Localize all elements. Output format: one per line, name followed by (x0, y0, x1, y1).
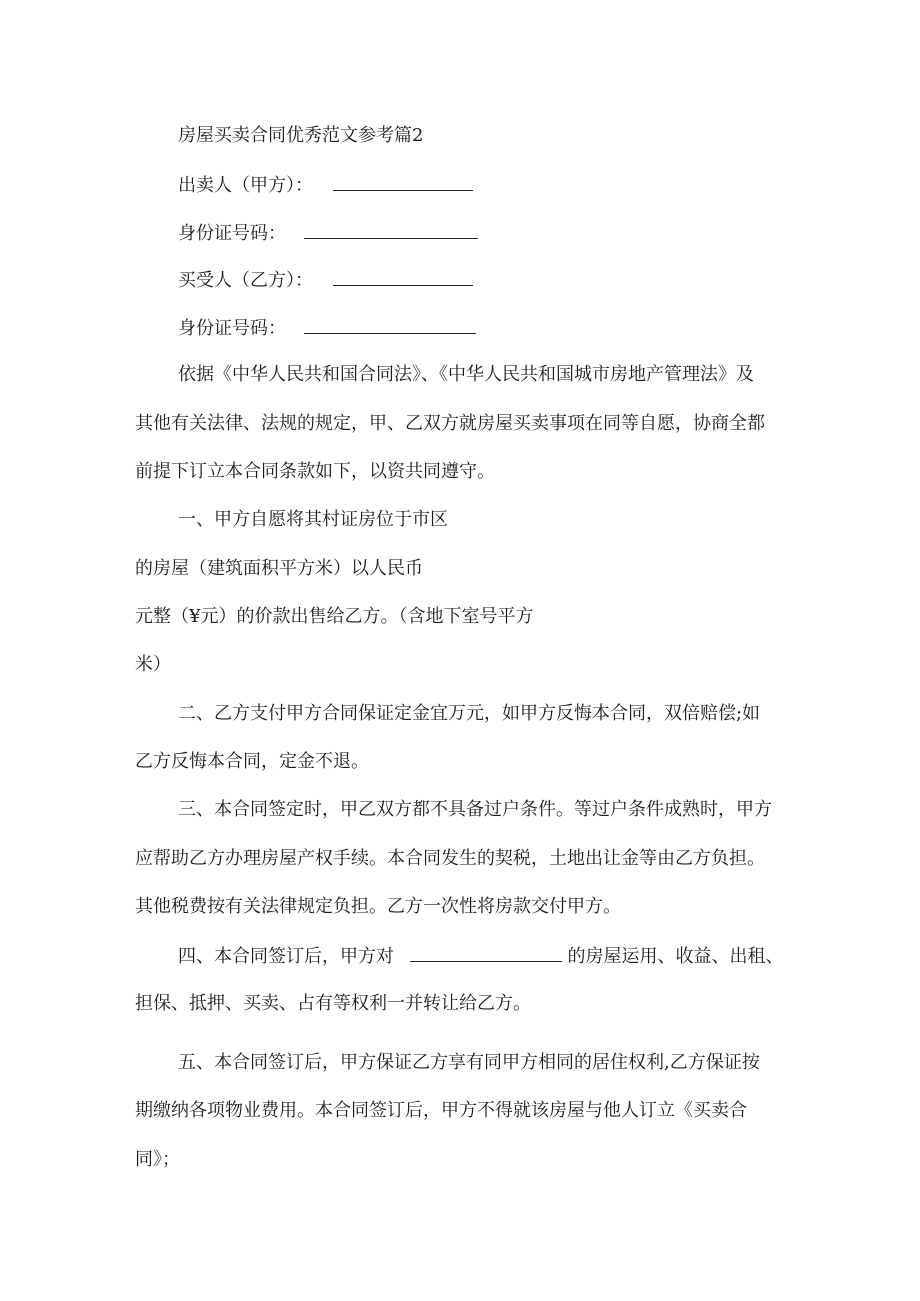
buyer-id-blank (304, 315, 476, 334)
clause-3-line: 三、本合同签定时，甲乙双方都不具备过户条件。等过户条件成熟时，甲方 (178, 799, 772, 820)
seller-label: 出卖人（甲方）： (178, 175, 313, 196)
clause-4-line: 担保、抵押、买卖、占有等权利一并转让给乙方。 (135, 993, 531, 1014)
clause-4-text-after: 的房屋运用、收益、出租、 (567, 946, 784, 967)
clause-1-line: 米） (135, 654, 171, 675)
seller-name-blank (333, 172, 473, 191)
property-address-blank (410, 943, 562, 962)
buyer-id-row (178, 315, 476, 339)
buyer-id-label: 身份证号码： (178, 318, 286, 339)
clause-2-line: 乙方反悔本合同，定金不退。 (135, 751, 369, 772)
preamble-line: 前提下订立本合同条款如下，以资共同遵守。 (135, 461, 495, 482)
preamble-line: 其他有关法律、法规的规定，甲、乙双方就房屋买卖事项在同等自愿，协商全都 (135, 413, 765, 434)
preamble-line: 依据《中华人民共和国合同法》、《中华人民共和国城市房地产管理法》及 (178, 364, 754, 385)
clause-1-line: 元整（¥元）的价款出售给乙方。（含地下室号平方 (135, 606, 534, 627)
clause-5-line: 期缴纳各项物业费用。本合同签订后，甲方不得就该房屋与他人订立《买卖合 (135, 1100, 747, 1121)
buyer-name-blank (333, 267, 473, 286)
buyer-label: 买受人（乙方）： (178, 270, 313, 291)
seller-id-blank (304, 220, 478, 239)
clause-5-line: 五、本合同签订后，甲方保证乙方享有同甲方相同的居住权利,乙方保证按 (178, 1052, 760, 1073)
seller-id-row (178, 220, 478, 244)
clause-1-line: 一、甲方自愿将其村证房位于市区 (178, 509, 448, 530)
clause-3-line: 其他税费按有关法律规定负担。乙方一次性将房款交付甲方。 (135, 896, 621, 917)
clause-5-line: 同》； (135, 1149, 180, 1170)
clause-2-line: 二、乙方支付甲方合同保证定金宜万元，如甲方反悔本合同，双倍赔偿;如 (178, 703, 761, 724)
seller-row (178, 172, 473, 196)
clause-4-text-before: 四、本合同签订后，甲方对 (178, 946, 394, 967)
clause-3-line: 应帮助乙方办理房屋产权手续。本合同发生的契税，土地出让金等由乙方负担。 (135, 848, 765, 869)
clause-1-line: 的房屋（建筑面积平方米）以人民币 (135, 558, 423, 579)
document-title: 房屋买卖合同优秀范文参考篇2 (178, 125, 424, 146)
clause-4-line (178, 943, 783, 967)
seller-id-label: 身份证号码： (178, 223, 286, 244)
buyer-row (178, 267, 473, 291)
